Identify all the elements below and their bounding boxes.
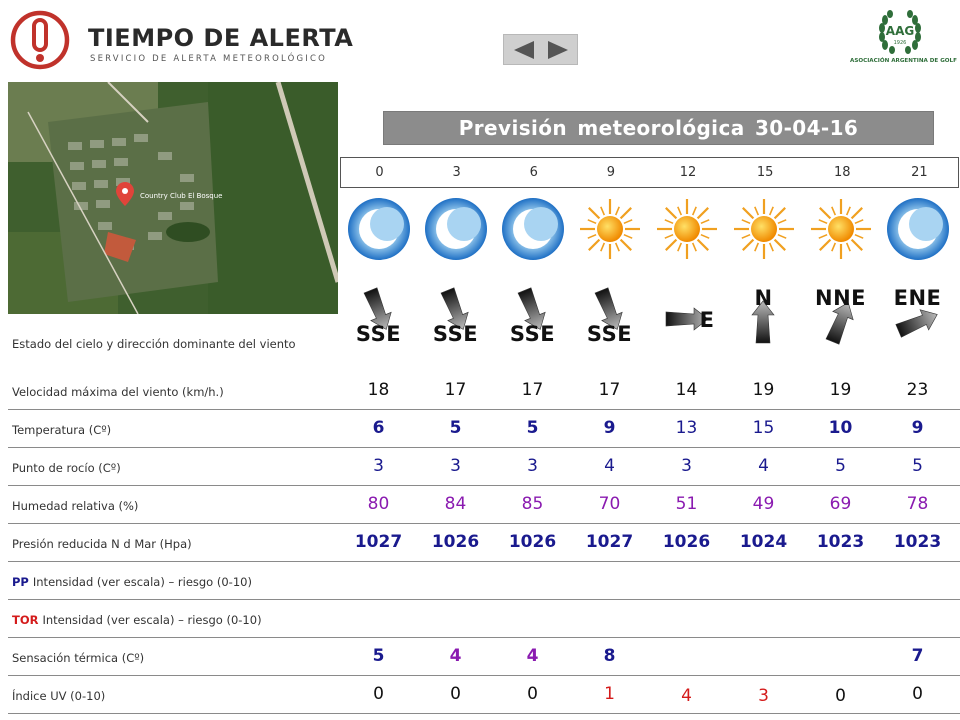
value-cell: 10 [828,418,853,438]
hour-21: 21 [911,165,928,180]
sun-icon [725,196,802,262]
value-cell: 5 [835,456,846,476]
value-cell: 4 [681,686,692,706]
wind-direction-label: E [699,308,715,332]
wind-direction-sse [494,284,571,354]
value-cell: 3 [758,686,769,706]
value-cell: 0 [912,684,923,704]
aag-badge-text: AAG [885,24,915,38]
value-cell: 3 [527,456,538,476]
row-label [12,385,224,399]
sky-wind-label: Estado del cielo y dirección dominante del viento [12,337,296,351]
row-label [12,613,262,627]
moon-icon [417,196,494,262]
row-label-prefix: TOR [12,613,43,627]
value-cell: 14 [675,380,698,400]
wind-direction-ene [879,284,956,354]
value-cell: 4 [526,646,539,666]
hour-0: 0 [375,165,384,180]
value-cell: 1027 [585,532,634,552]
wind-direction-sse [571,284,648,354]
wind-direction-label: SSE [509,322,556,346]
value-cell: 70 [598,494,621,514]
hour-15: 15 [756,165,774,180]
value-cell: 7 [911,646,924,666]
row-label [12,499,138,513]
hour-6: 6 [529,165,538,180]
value-cell: 15 [752,418,775,438]
arrow-left-icon [512,40,536,60]
row-label-text: Presión reducida N d Mar (Hpa) [12,537,192,551]
row-label-text: Intensidad (ver escala) – riesgo (0-10) [32,575,252,589]
value-cell: 51 [675,494,698,514]
sun-icon [802,196,879,262]
row-0 [8,372,960,410]
value-cell: 19 [829,380,852,400]
value-cell: 78 [906,494,929,514]
wind-direction-label: SSE [432,322,479,346]
aag-name: ASOCIACIÓN ARGENTINA DE GOLF [850,58,957,64]
row-label-text: Punto de rocío (Cº) [12,461,121,475]
value-cell: 17 [521,380,544,400]
value-cell: 1023 [893,532,942,552]
value-cell: 8 [603,646,616,666]
wind-direction-label: SSE [355,322,402,346]
forecast-title: Previsión meteorológica 30-04-16 [383,111,934,145]
aag-logo [850,8,957,70]
row-label-text: Humedad relativa (%) [12,499,139,513]
moon-icon [494,196,571,262]
value-cell: 13 [675,418,698,438]
value-cell: 17 [444,380,467,400]
value-cell: 23 [906,380,929,400]
value-cell: 1026 [508,532,557,552]
value-cell: 5 [372,646,385,666]
wind-direction-e [648,284,725,354]
value-cell: 1026 [662,532,711,552]
wind-direction-label: NNE [815,286,866,310]
row-8 [8,676,960,714]
value-cell: 80 [367,494,390,514]
row-label-text: Sensación térmica (Cº) [12,651,145,665]
wind-direction-label: ENE [893,286,942,310]
value-cell: 69 [829,494,852,514]
value-cell: 6 [372,418,385,438]
sun-icon [571,196,648,262]
row-2 [8,448,960,486]
value-cell: 5 [526,418,539,438]
value-cell: 5 [912,456,923,476]
value-cell: 0 [373,684,384,704]
value-cell: 1026 [431,532,480,552]
row-label-text: Velocidad máxima del viento (km/h.) [12,385,224,399]
aag-wreath-icon [850,8,950,58]
value-cell: 3 [681,456,692,476]
row-3 [8,486,960,524]
wind-direction-label: N [754,286,773,310]
hour-9: 9 [606,165,616,180]
row-label-prefix: PP [12,575,33,589]
hour-12: 12 [679,165,697,180]
row-label-text: Índice UV (0-10) [12,689,106,703]
row-label [12,537,192,551]
moon-icon [879,196,956,262]
row-4 [8,524,960,562]
row-label [12,575,252,589]
map-place-label: Country Club El Bosque [140,192,223,200]
row-1 [8,410,960,448]
wind-direction-n [725,284,802,354]
hour-18: 18 [834,165,851,180]
row-label [12,689,105,703]
row-5 [8,562,960,600]
value-cell: 49 [752,494,775,514]
value-cell: 18 [367,380,390,400]
wind-direction-nne [802,284,879,354]
wind-direction-sse [417,284,494,354]
value-cell: 84 [444,494,467,514]
value-cell: 0 [450,684,461,704]
arrow-right-icon [546,40,570,60]
value-cell: 1023 [816,532,865,552]
value-cell: 9 [911,418,924,438]
hours-row [340,157,959,188]
value-cell: 17 [598,380,621,400]
sun-icon [648,196,725,262]
value-cell: 1024 [739,532,788,552]
row-label-text: Intensidad (ver escala) – riesgo (0-10) [42,613,262,627]
value-cell: 9 [603,418,616,438]
row-label [12,461,121,475]
value-cell: 4 [449,646,462,666]
row-6 [8,600,960,638]
next-day-button[interactable] [544,39,572,61]
value-cell: 4 [604,456,615,476]
value-cell: 3 [450,456,461,476]
value-cell: 3 [373,456,384,476]
tiempo-de-alerta-logo [10,10,70,70]
aag-year-text: 1926 [893,40,907,46]
satellite-map[interactable] [8,82,338,314]
brand-title: TIEMPO DE ALERTA [88,24,354,52]
wind-direction-sse [340,284,417,354]
row-label [12,651,144,665]
wind-direction-label: SSE [586,322,633,346]
value-cell: 19 [752,380,775,400]
value-cell: 1027 [354,532,403,552]
row-7 [8,638,960,676]
value-cell: 0 [527,684,538,704]
value-cell: 1 [604,684,615,704]
value-cell: 4 [758,456,769,476]
value-cell: 0 [835,686,846,706]
value-cell: 85 [521,494,544,514]
row-label-text: Temperatura (Cº) [12,423,112,437]
previous-day-button[interactable] [510,39,538,61]
value-cell: 5 [449,418,462,438]
hour-3: 3 [452,165,461,180]
moon-icon [340,196,417,262]
day-navigation [503,34,578,65]
brand-subtitle: SERVICIO DE ALERTA METEOROLÓGICO [90,54,328,64]
row-label [12,423,111,437]
